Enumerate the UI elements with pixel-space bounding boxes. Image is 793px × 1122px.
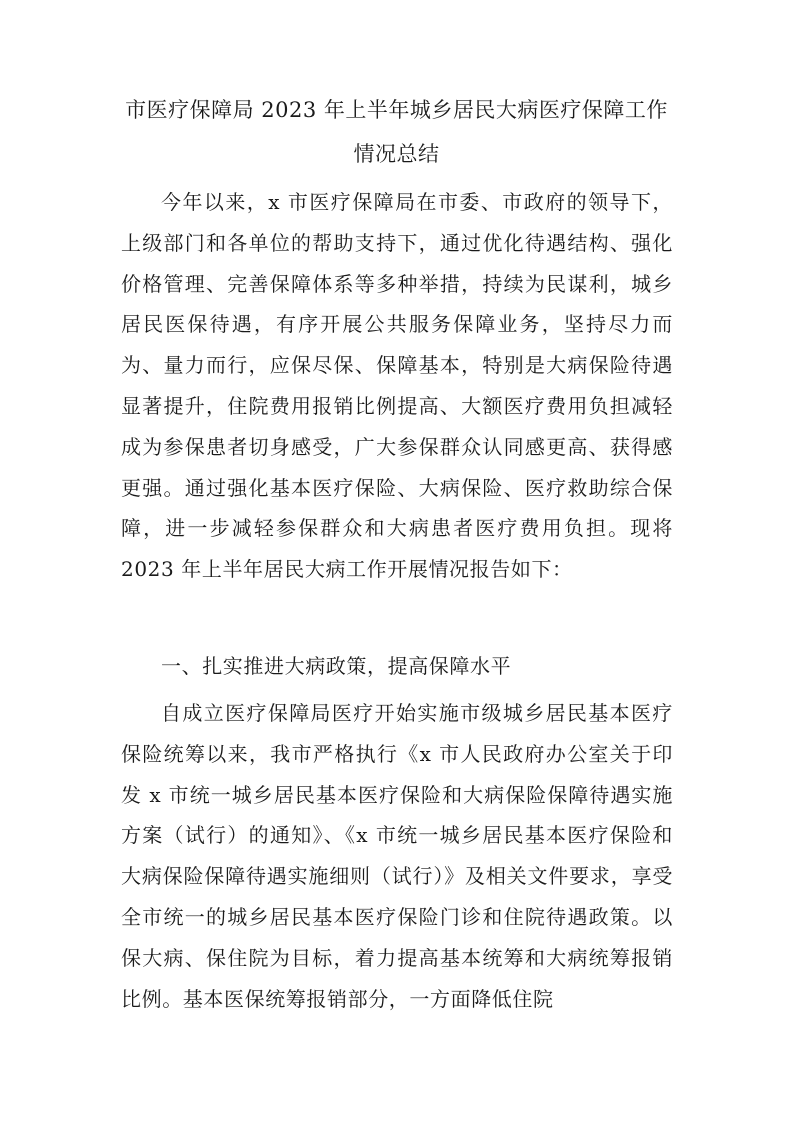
section-heading-1: 一、扎实推进大病政策，提高保障水平 — [161, 654, 512, 678]
document-title-line-2: 情况总结 — [353, 142, 440, 166]
intro-paragraph: 今年以来，x 市医疗保障局在市委、市政府的领导下，上级部门和各单位的帮助支持下，通过优化待遇结构、强化价格管理、完善保障体系等多种举措，持续为民谋利，城乡居民医保待遇，有序开展公共服务保障业务，坚持尽力而为、量力而行，应保尽保、保障基本，特别是大病保险待遇显著提升，住院费用报销比例提高、大额医疗费用负担减轻成为参保患者切身感受，广大参保群众认同感更高、获得感更强。通过强化基本医疗保险、大病保险、医疗救助综合保障，进一步减轻参保群众和大病患者医疗费用负担。现将 2023 年上半年居民大病工作开展情况报告如下： — [121, 190, 673, 582]
document-title-line-1: 市医疗保障局 2023 年上半年城乡居民大病医疗保障工作 — [125, 98, 668, 122]
section-1-paragraph: 自成立医疗保障局医疗开始实施市级城乡居民基本医疗保险统筹以来，我市严格执行《x 市人民政府办公室关于印发 x 市统一城乡居民基本医疗保险和大病保险保障待遇实施方案（试行）的通知》、《x 市统一城乡居民基本医疗保险和大病保险保障待遇实施细则（试行）》及相关文件要求，享受全市统一的城乡居民基本医疗保险门诊和住院待遇政策。以保大病、保住院为目标，着力提高基本统筹和大病统筹报销比例。基本医保统筹报销部分，一方面降低住院 — [121, 701, 673, 1011]
